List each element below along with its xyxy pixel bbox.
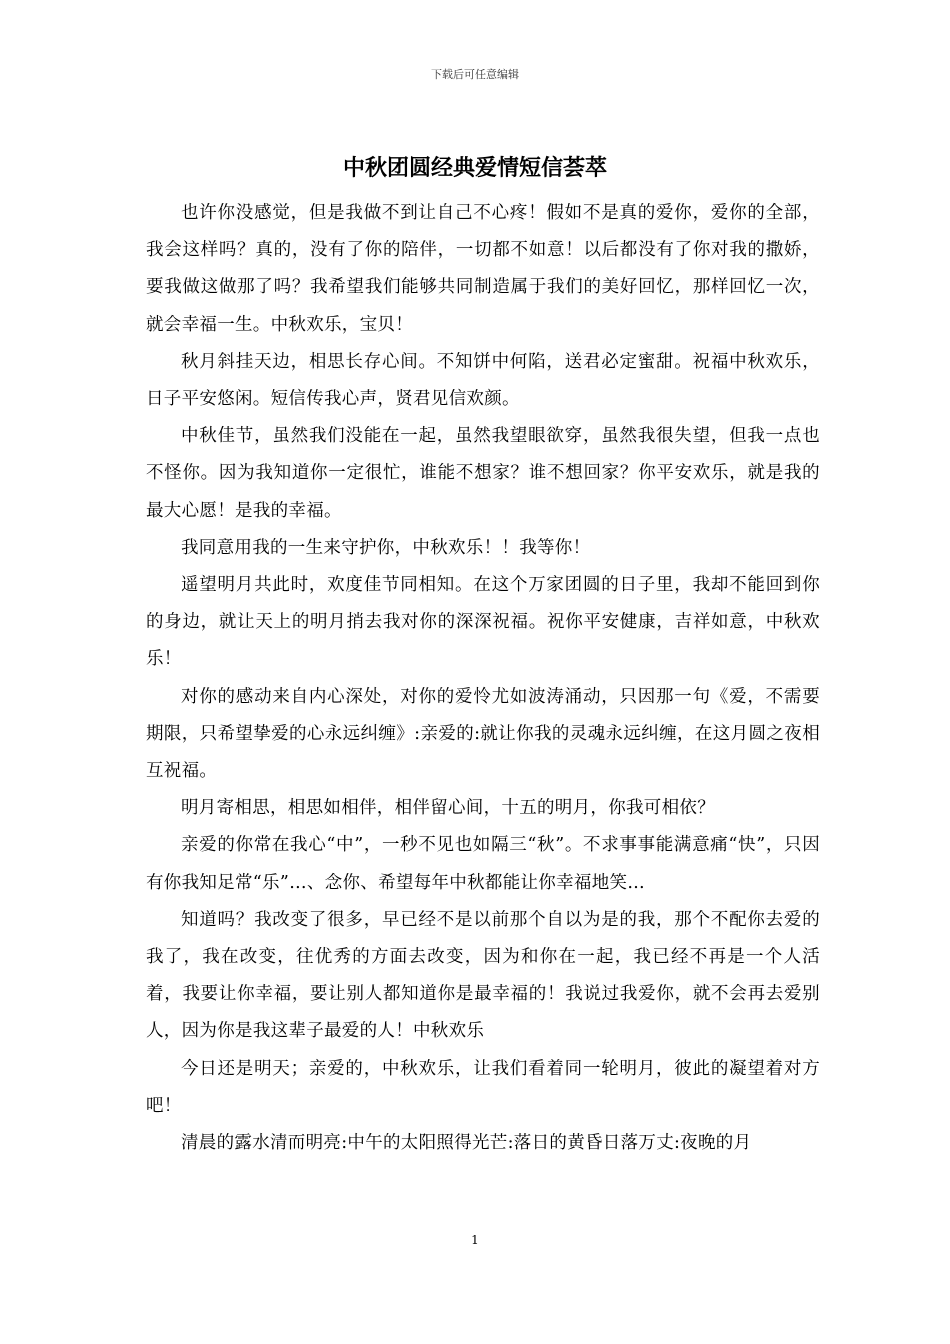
- page-header: 下载后可任意编辑: [431, 68, 519, 81]
- paragraph: 清晨的露水清而明亮:中午的太阳照得光芒:落日的黄昏日落万丈:夜晚的月: [181, 1133, 752, 1154]
- paragraph: 今日还是明天；亲爱的，中秋欢乐，让我们看着同一轮明月，彼此的凝望着对方吧！: [146, 1058, 820, 1116]
- paragraph: 对你的感动来自内心深处，对你的爱怜尤如波涛涌动，只因那一句《爱，不需要期限，只希望挚爱的心永远纠缠》:亲爱的:就让你我的灵魂永远纠缠，在这月圆之夜相互祝福。: [146, 686, 820, 782]
- page-number: 1: [471, 1233, 479, 1247]
- paragraph: 我同意用我的一生来守护你，中秋欢乐！！我等你！: [181, 537, 591, 558]
- paragraph: 遥望明月共此时，欢度佳节同相知。在这个万家团圆的日子里，我却不能回到你的身边，就让天上的明月捎去我对你的深深祝福。祝你平安健康，吉祥如意，中秋欢乐！: [146, 575, 820, 670]
- paragraph: 中秋佳节，虽然我们没能在一起，虽然我望眼欲穿，虽然我很失望，但我一点也不怪你。因为我知道你一定很忙，谁能不想家？谁不想回家？你平安欢乐，就是我的最大心愿！是我的幸福。: [146, 426, 820, 521]
- paragraph: 知道吗？我改变了很多，早已经不是以前那个自以为是的我，那个不配你去爱的我了，我在改变，往优秀的方面去改变，因为和你在一起，我已经不再是一个人活着，我要让你幸福，要让别人都知道你是最幸福的！我说过我爱你，就不会再去爱别人，因为你是我这辈子最爱的人！中秋欢乐: [146, 909, 820, 1042]
- document-title: 中秋团圆经典爱情短信荟萃: [342, 156, 607, 181]
- paragraph: 明月寄相思，相思如相伴，相伴留心间，十五的明月，你我可相依？: [181, 798, 715, 819]
- paragraph: 也许你没感觉，但是我做不到让自己不心疼！假如不是真的爱你，爱你的全部，我会这样吗？真的，没有了你的陪伴，一切都不如意！以后都没有了你对我的撒娇，要我做这做那了吗？我希望我们能够共同制造属于我们的美好回忆，那样回忆一次，就会幸福一生。中秋欢乐，宝贝！: [146, 203, 820, 335]
- paragraph: 秋月斜挂天边，相思长存心间。不知饼中何陷，送君必定蜜甜。祝福中秋欢乐，日子平安悠闲。短信传我心声，贤君见信欢颜。: [146, 351, 820, 410]
- paragraph: 亲爱的你常在我心“中”，一秒不见也如隔三“秋”。不求事事能满意痛“快”，只因有你我知足常“乐”…、念你、希望每年中秋都能让你幸福地笑…: [146, 835, 820, 893]
- document-body: [146, 195, 820, 1162]
